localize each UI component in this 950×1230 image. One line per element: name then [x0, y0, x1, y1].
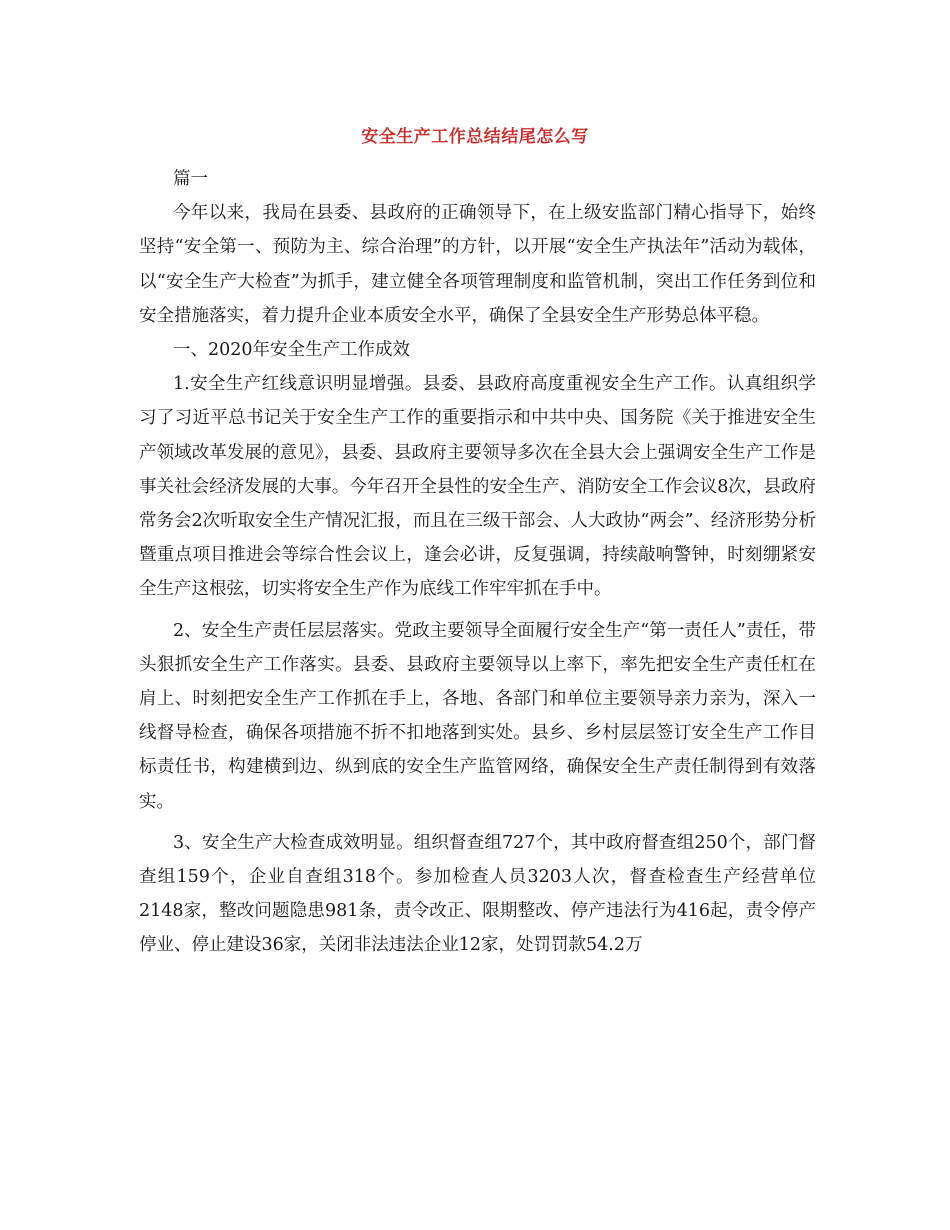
intro-paragraph: 今年以来，我局在县委、县政府的正确领导下，在上级安监部门精心指导下，始终坚持“安全第一、预防为主、综合治理”的方针，以开展“安全生产执法年”活动为载体，以“安全生产大检查”为抓手，建立健全各项管理制度和监管机制，突出工作任务到位和安全措施落实，着力提升企业本质安全水平，确保了全县安全生产形势总体平稳。: [139, 203, 816, 326]
paragraph-item-3: 3、安全生产大检查成效明显。组织督查组727个，其中政府督查组250个，部门督查组159个，企业自查组318个。参加检查人员3203人次，督查检查生产经营单位2148家，整改问题隐患981条，责令改正、限期整改、停产违法行为416起，责令停产停业、停止建设36家，关闭非法违法企业12家，处罚罚款54.2万: [139, 832, 816, 956]
paragraph-item-1: 1.安全生产红线意识明显增强。县委、县政府高度重视安全生产工作。认真组织学习了习近平总书记关于安全生产工作的重要指示和中共中央、国务院《关于推进安全生产领域改革发展的意见》，县委、县政府主要领导多次在全县大会上强调安全生产工作是事关社会经济发展的大事。今年召开全县性的安全生产、消防安全工作会议8次，县政府常务会2次听取安全生产情况汇报，而且在三级干部会、人大政协“两会”、经济形势分析暨重点项目推进会等综合性会议上，逢会必讲，反复强调，持续敲响警钟，时刻绷紧安全生产这根弦，切实将安全生产作为底线工作牢牢抓在手中。: [139, 374, 816, 600]
document-title: 安全生产工作总结结尾怎么写: [361, 127, 589, 147]
paragraph-item-2: 2、安全生产责任层层落实。党政主要领导全面履行安全生产“第一责任人”责任，带头狠抓安全生产工作落实。县委、县政府主要领导以上率下，率先把安全生产责任杠在肩上、时刻把安全生产工作抓在手上，各地、各部门和单位主要领导亲力亲为，深入一线督导检查，确保各项措施不折不扣地落到实处。县乡、乡村层层签订安全生产工作目标责任书，构建横到边、纵到底的安全生产监管网络，确保安全生产责任制得到有效落实。: [139, 620, 816, 812]
document-body: [139, 162, 816, 963]
section-label: 篇一: [173, 169, 208, 189]
section-heading: 一、2020年安全生产工作成效: [173, 340, 411, 361]
